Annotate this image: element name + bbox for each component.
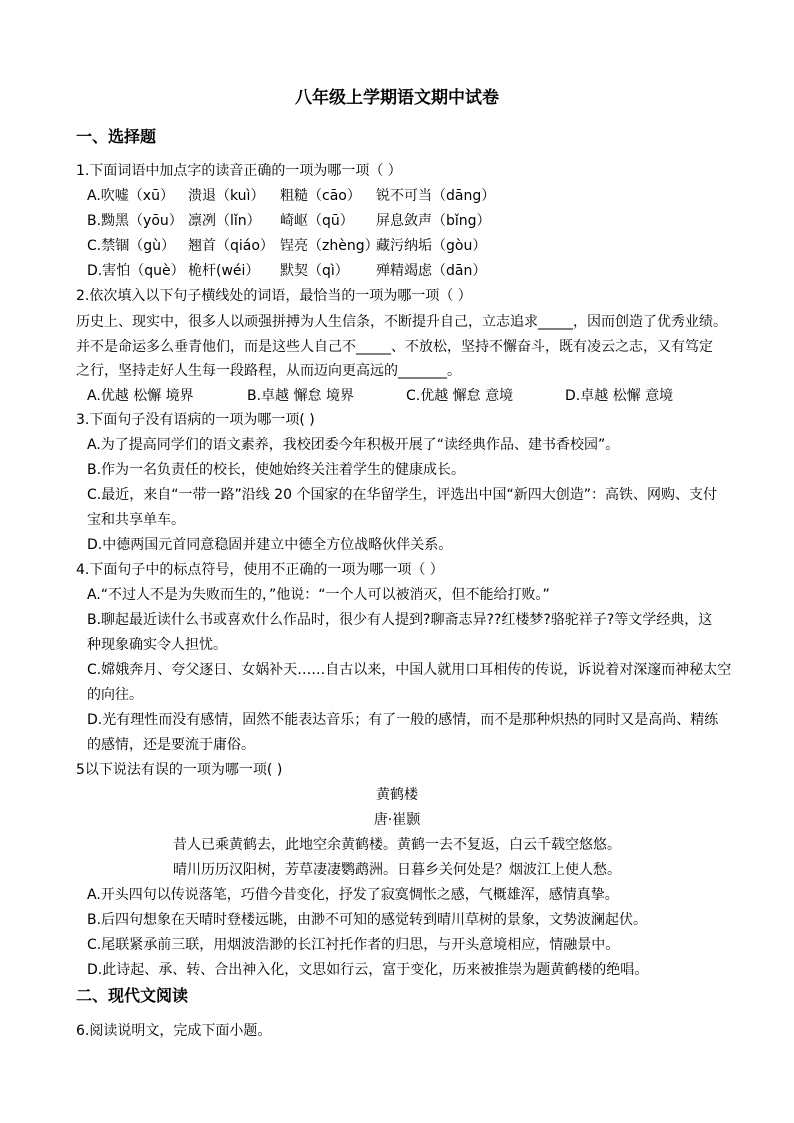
question-4-option-b-cont: 种现象确实令人担忧。 xyxy=(87,637,227,653)
question-2-passage-line: 之行，坚持走好人生每一段路程，从而迈向更高远的_______。 xyxy=(76,363,461,379)
question-5-stem: 5以下说法有误的一项为哪一项( ) xyxy=(76,762,283,778)
question-5-option-b: B.后四句想象在天晴时登楼远眺，由渺不可知的感觉转到晴川草树的景象，文势波澜起伏。 xyxy=(87,912,648,928)
poem-title: 黄鹤楼 xyxy=(376,787,418,803)
option-word: 桅杆(wéi） xyxy=(188,263,260,279)
option-word: 崎岖（qū） xyxy=(280,213,354,229)
question-3-option-b: B.作为一名负责任的校长，使她始终关注着学生的健康成长。 xyxy=(87,462,466,478)
question-5-option-a: A.开头四句以传说落笔，巧借今昔变化，抒发了寂寞惆怅之感，气概雄浑，感情真挚。 xyxy=(87,887,619,903)
question-3-option-d: D.中德两国元首同意稳固并建立中德全方位战略伙伴关系。 xyxy=(87,537,453,553)
question-2-option-a: A.优越 松懈 境界 xyxy=(87,388,194,404)
question-3-option-a: A.为了提高同学们的语文素养，我校团委今年积极开展了“读经典作品、建书香校园”。 xyxy=(87,437,620,453)
option-word: 凛冽（lǐn） xyxy=(188,213,261,229)
poem-author: 唐·崔颢 xyxy=(373,812,421,828)
question-1-stem: 1.下面词语中加点字的读音正确的一项为哪一项（ ） xyxy=(76,163,402,179)
section-heading-reading: 二、现代文阅读 xyxy=(76,986,189,1005)
question-4-option-d-cont: 的感情，还是要流于庸俗。 xyxy=(87,737,255,753)
question-4-option-a: A.“不过人不是为失败而生的，”他说：“一个人可以被消灭，但不能给打败。” xyxy=(87,587,550,603)
option-word: 锃亮（zhèng） xyxy=(280,238,379,254)
option-word: A.吹嘘（xū） xyxy=(87,188,174,204)
question-5-option-d: D.此诗起、承、转、合出神入化，文思如行云，富于变化，历来被推崇为题黄鹤楼的绝唱。 xyxy=(87,962,649,978)
question-3-stem: 3.下面句子没有语病的一项为哪一项( ) xyxy=(76,412,315,428)
page-title: 八年级上学期语文期中试卷 xyxy=(295,88,499,108)
question-4-option-b: B.聊起最近读什么书或喜欢什么作品时，很少有人提到?聊斋志异??红楼梦?骆驼祥子?等文学经典，这 xyxy=(87,612,713,628)
option-word: 默契（qì） xyxy=(280,263,349,279)
option-word: 屏息敛声（bǐng） xyxy=(376,213,491,229)
question-2-option-c: C.优越 懈怠 意境 xyxy=(406,388,514,404)
poem-line: 晴川历历汉阳树，芳草凄凄鹦鹉洲。日暮乡关何处是？烟波江上使人愁。 xyxy=(173,862,621,878)
question-2-stem: 2.依次填入以下句子横线处的词语，最恰当的一项为哪一项（ ） xyxy=(76,288,472,304)
option-word: 粗糙（cāo） xyxy=(280,188,361,204)
option-word: 翘首（qiáo） xyxy=(188,238,274,254)
option-word: C.禁锢（gù） xyxy=(87,238,175,254)
question-2-option-b: B.卓越 懈怠 境界 xyxy=(247,388,354,404)
question-6-stem: 6.阅读说明文，完成下面小题。 xyxy=(76,1023,272,1039)
question-2-passage-line: 并不是命运多么垂青他们，而是这些人自己不_____、不放松，坚持不懈奋斗，既有凌云之志，又有笃定 xyxy=(76,339,713,355)
section-heading-choice: 一、选择题 xyxy=(76,127,157,146)
question-3-option-c-cont: 宝和共享单车。 xyxy=(87,512,185,528)
question-3-option-c: C.最近，来自“一带一路”沿线 20 个国家的在华留学生，评选出中国“新四大创造”：高铁、网购、支付 xyxy=(87,487,717,503)
question-4-option-d: D.光有理性而没有感情，固然不能表达音乐；有了一般的感情，而不是那种炽热的同时又是高尚、精练 xyxy=(87,712,719,728)
question-4-option-c: C.嫦娥奔月、夸父逐日、女娲补天……自古以来，中国人就用口耳相传的传说，诉说着对深邃而神秘太空 xyxy=(87,662,732,678)
option-word: 溃退（kuì） xyxy=(188,188,265,204)
question-4-option-c-cont: 的向往。 xyxy=(87,687,143,703)
question-2-passage-line: 历史上、现实中，很多人以顽强拼搏为人生信条，不断提升自己，立志追求_____，因而创造了优秀业绩。 xyxy=(76,314,727,330)
option-word: 锐不可当（dāng） xyxy=(376,188,496,204)
option-word: 藏污纳垢（gòu） xyxy=(376,238,487,254)
question-4-stem: 4.下面句子中的标点符号，使用不正确的一项为哪一项（ ） xyxy=(76,562,444,578)
option-word: B.黝黑（yōu） xyxy=(87,213,183,229)
poem-line: 昔人已乘黄鹤去，此地空余黄鹤楼。黄鹤一去不复返，白云千载空悠悠。 xyxy=(173,837,621,853)
option-word: 殚精竭虑（dān） xyxy=(376,263,487,279)
option-word: D.害怕（què） xyxy=(87,263,185,279)
question-2-option-d: D.卓越 松懈 意境 xyxy=(565,388,674,404)
question-5-option-c: C.尾联紧承前三联，用烟波浩渺的长江衬托作者的归思，与开头意境相应，情融景中。 xyxy=(87,937,620,953)
